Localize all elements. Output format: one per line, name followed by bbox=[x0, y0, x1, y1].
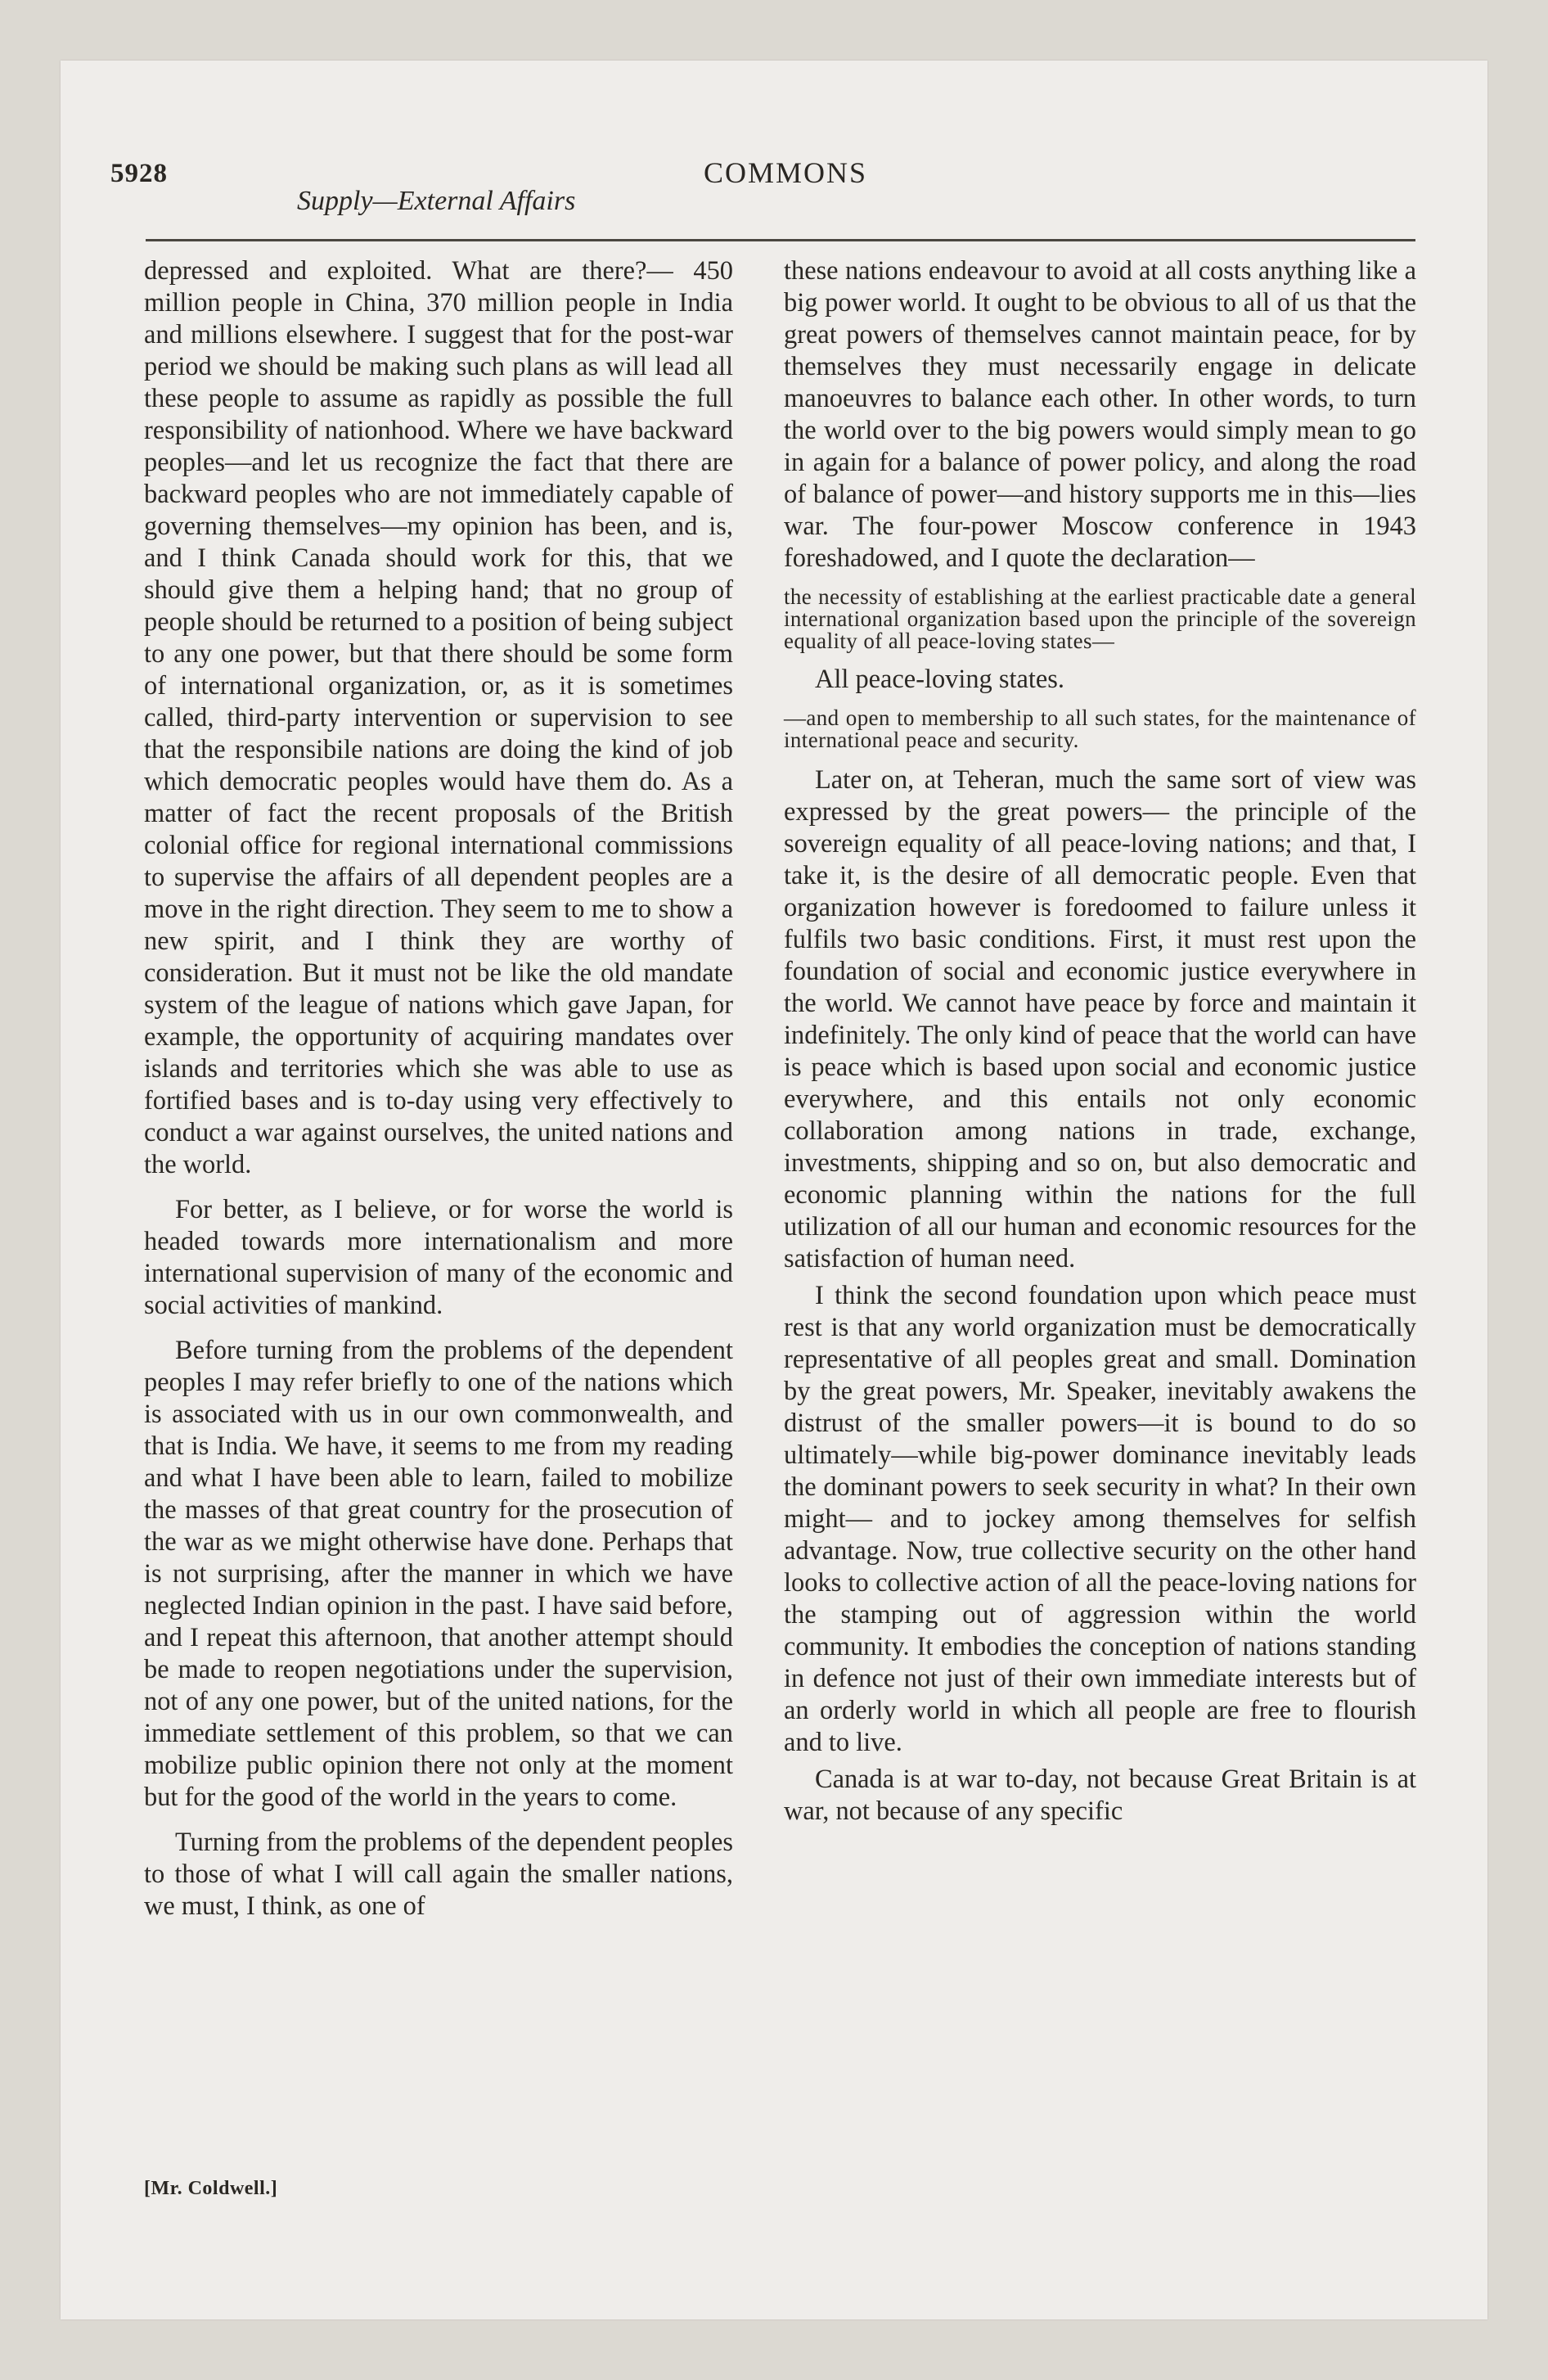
paragraph: depressed and exploited. What are there?— 450 million people in China, 370 million people in India and millions elsewhere. I suggest that for the post-war period we should be making such plans as will lead all these people to assume as rapidly as possible the full responsibility of nationhood. Where we have backward peoples—and let us recognize the fact that there are backward peoples who are not immediately capable of governing themselves—my opinion has been, and is, and I think Canada should work for this, that we should give them a helping hand; that no group of people should be returned to a position of being subject to any one power, but that there should be some form of international organization, or, as it is sometimes called, third-party intervention or supervision to see that the responsibile nations are doing the kind of job which democratic peoples would have them do. As a matter of fact the recent proposals of the British colonial office for regional international commissions to supervise the affairs of all dependent peoples are a move in the right direction. They seem to me to show a new spirit, and I think they are worthy of consideration. But it must not be like the old mandate system of the league of nations which gave Japan, for example, the opportunity of acquiring mandates over islands and territories which she was able to use as fortified bases and is to-day using very effectively to conduct a war against ourselves, the united nations and the world. bbox=[144, 256, 733, 1179]
interjection: All peace-loving states. bbox=[815, 665, 1064, 694]
paragraph: For better, as I believe, or for worse the world is headed towards more internationalism and more international supervision of many of the economic and social activities of mankind. bbox=[144, 1195, 733, 1320]
paragraph: Turning from the problems of the dependent peoples to those of what I will call again the smaller nations, we must, I think, as one of bbox=[144, 1828, 733, 1921]
header-rule bbox=[146, 239, 1415, 241]
running-title: COMMONS bbox=[704, 156, 868, 189]
paragraph: I think the second foundation upon which peace must rest is that any world organization must be democratically representative of all peoples great and small. Domination by the great powers, Mr. Speaker, inevitably awakens the distrust of the smaller powers—it is bound to do so ultimately—while big-power dominance inevitably leads the dominant powers to seek security in what? In their own might— and to jockey among themselves for selfish advantage. Now, true collective security on the other hand looks to collective action of all the peace-loving nations for the stamping out of aggression within the world community. It embodies the conception of nations standing in defence not just of their own immediate interests but of an orderly world in which all people are free to flourish and to live. bbox=[784, 1281, 1416, 1757]
section-title: Supply—External Affairs bbox=[297, 186, 576, 216]
block-quote: —and open to membership to all such states, for the maintenance of international peace and security. bbox=[784, 705, 1416, 752]
page-number: 5928 bbox=[110, 159, 168, 188]
paragraph: Before turning from the problems of the dependent peoples I may refer briefly to one of the nations which is associated with us in our own commonwealth, and that is India. We have, it seems to me from my reading and what I have been able to learn, failed to mobilize the masses of that great country for the prosecution of the war as we might otherwise have done. Perhaps that is not surprising, after the manner in which we have neglected Indian opinion in the past. I have said before, and I repeat this afternoon, that another attempt should be made to reopen negotiations under the supervision, not of any one power, but of the united nations, for the immediate settlement of this problem, so that we can mobilize public opinion there not only at the moment but for the good of the world in the years to come. bbox=[144, 1336, 733, 1812]
paragraph: Canada is at war to-day, not because Great Britain is at war, not because of any specific bbox=[784, 1765, 1416, 1826]
right-column bbox=[784, 255, 1416, 1828]
left-column bbox=[144, 255, 733, 1922]
block-quote: the necessity of establishing at the earliest practicable date a general international organization based upon the principle of the sovereign equality of all peace-loving states— bbox=[784, 584, 1416, 653]
paragraph: Later on, at Teheran, much the same sort of view was expressed by the great powers— the principle of the sovereign equality of all peace-loving nations; and that, I take it, is the desire of all democratic people. Even that organization however is foredoomed to failure unless it fulfils two basic conditions. First, it must rest upon the foundation of social and economic justice everywhere in the world. We cannot have peace by force and maintain it indefinitely. The only kind of peace that the world can have is peace which is based upon social and economic justice everywhere, and this entails not only economic collaboration among nations in trade, exchange, investments, shipping and so on, but also democratic and economic planning within the nations for the full utilization of all our human and economic resources for the satisfaction of human need. bbox=[784, 765, 1416, 1273]
paragraph: these nations endeavour to avoid at all costs anything like a big power world. It ought to be obvious to all of us that the great powers of themselves cannot maintain peace, for by themselves they must necessarily engage in delicate manoeuvres to balance each other. In other words, to turn the world over to the big powers would simply mean to go in again for a balance of power policy, and along the road of balance of power—and history supports me in this—lies war. The four-power Moscow conference in 1943 foreshadowed, and I quote the declaration— bbox=[784, 256, 1416, 573]
speaker-attribution: [Mr. Coldwell.] bbox=[144, 2178, 278, 2199]
